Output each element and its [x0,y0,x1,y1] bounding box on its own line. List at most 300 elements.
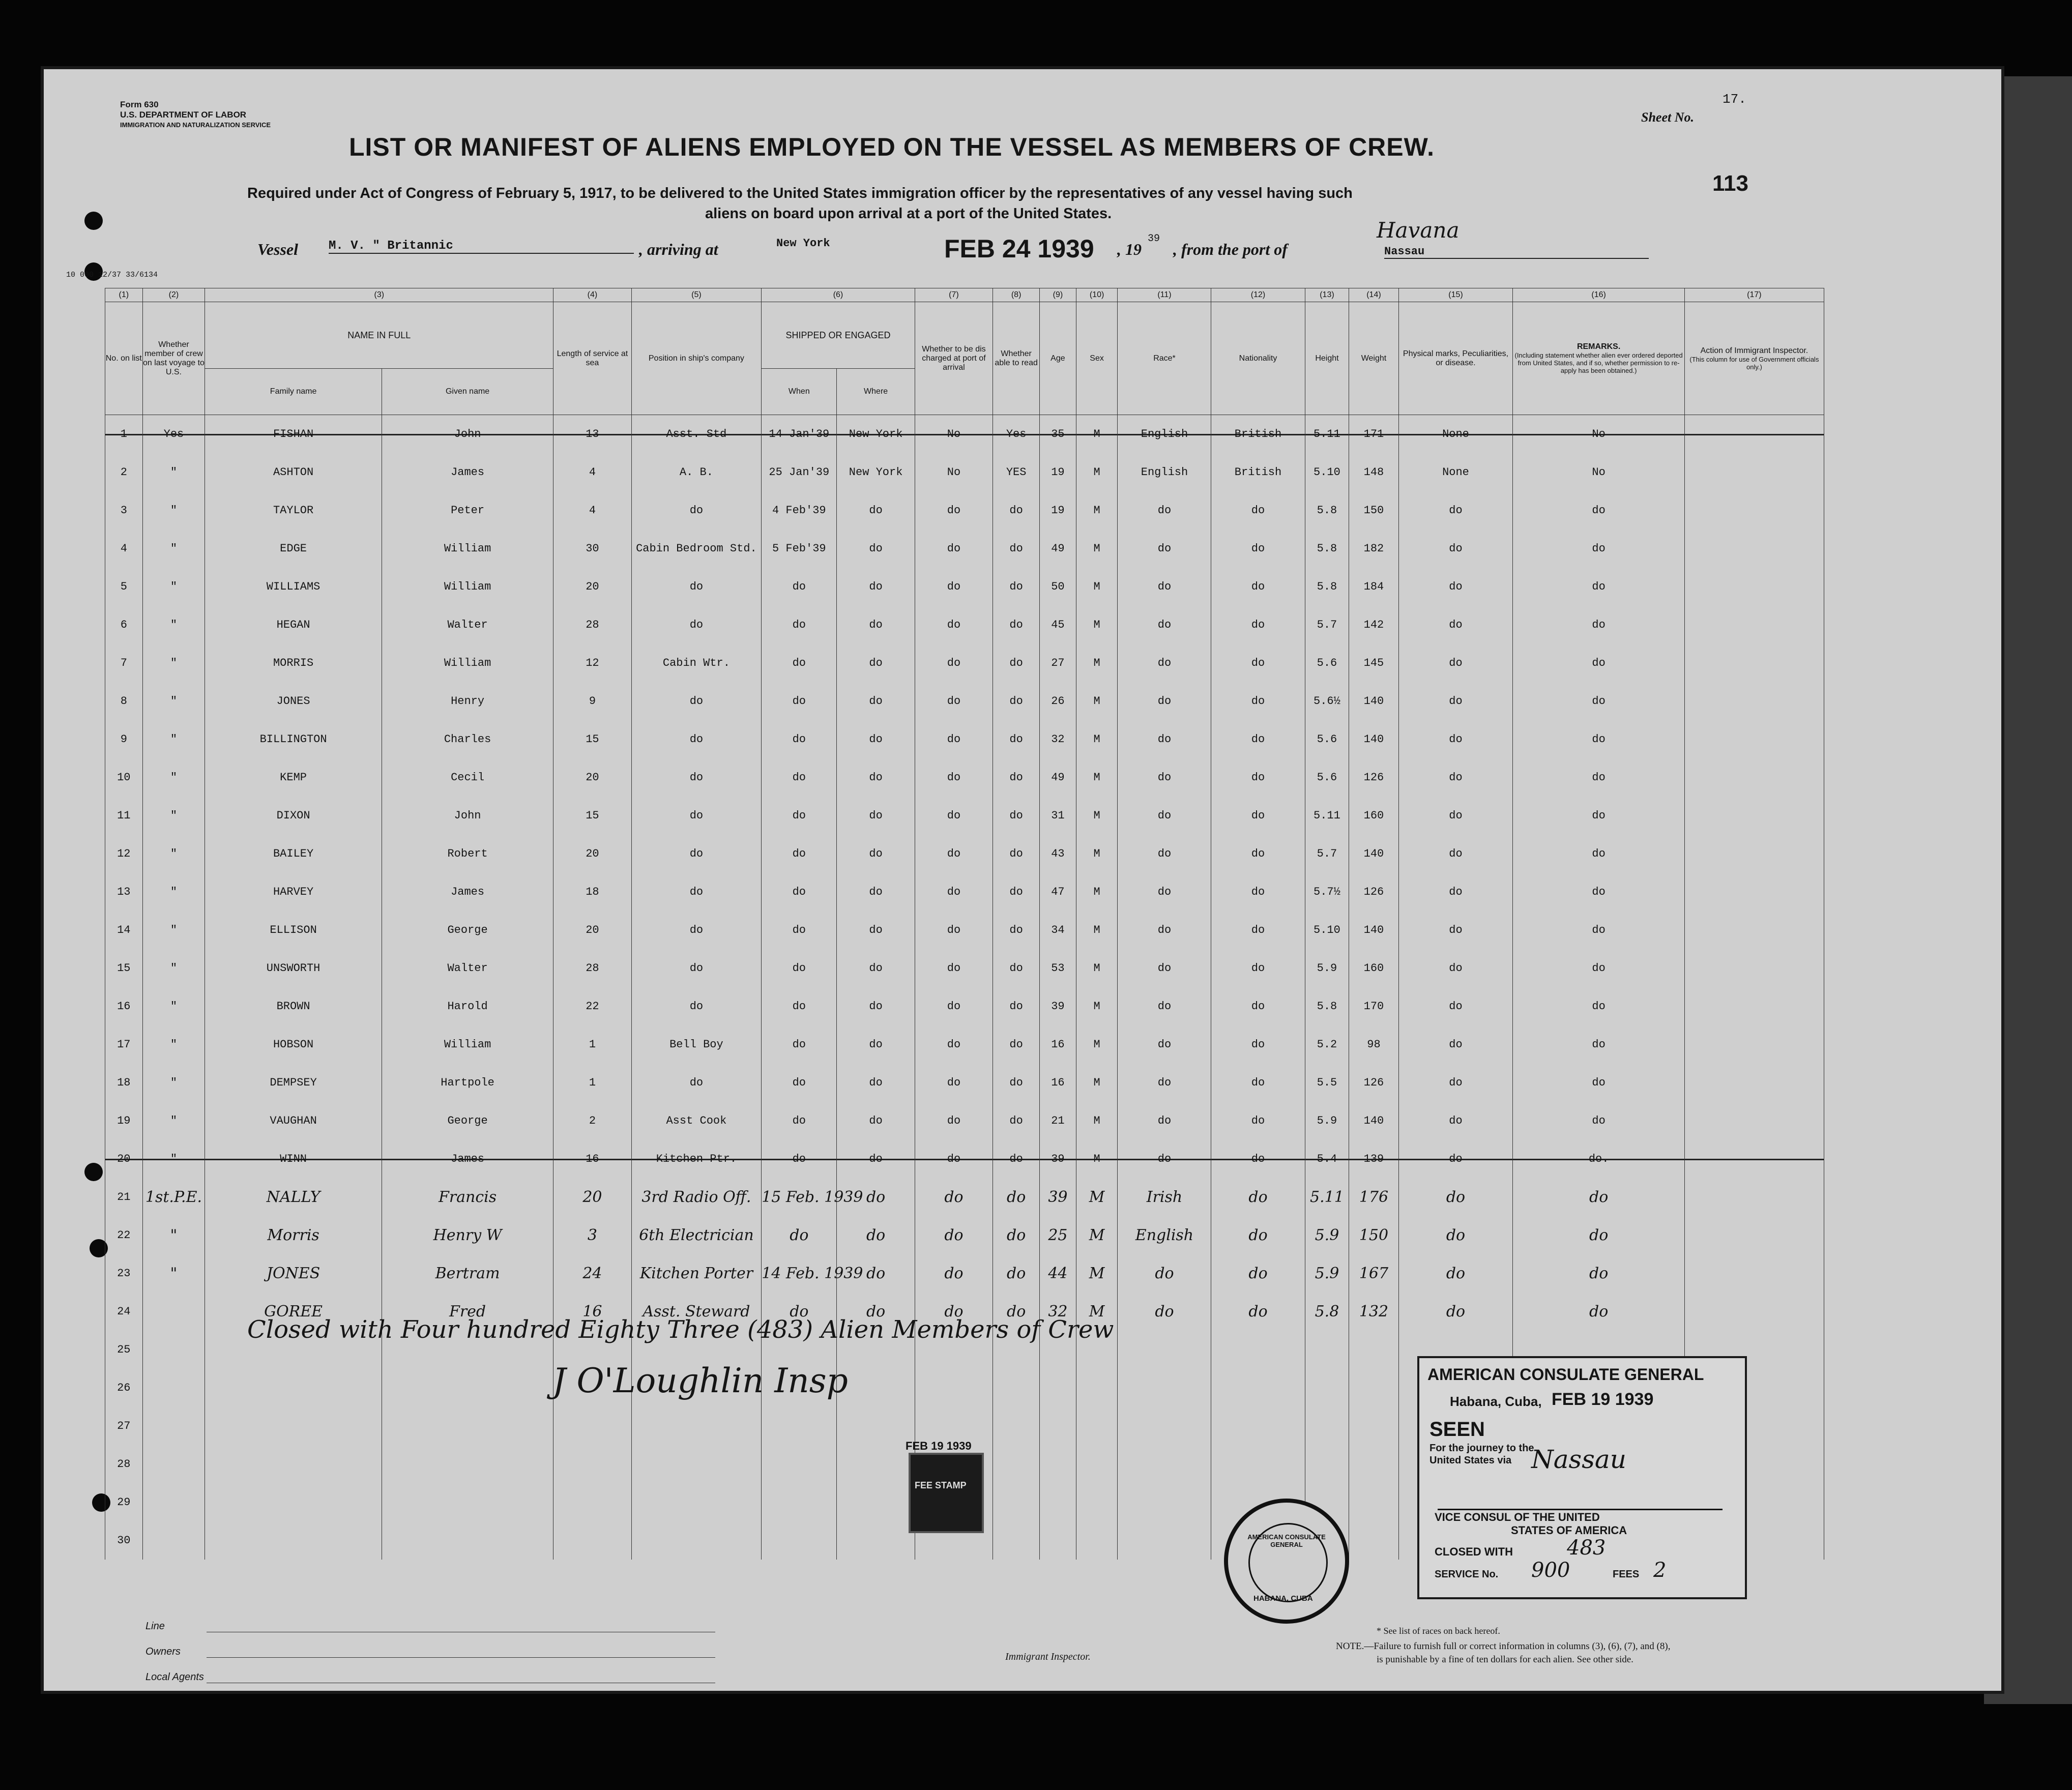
table-row [105,949,1824,987]
cell-nationality: do [1211,797,1305,835]
consulate-place: Habana, Cuba, [1450,1394,1542,1409]
cell-inspector-action [1684,682,1824,720]
cell-no: 23 [105,1254,143,1293]
cell-read: do [993,644,1040,682]
cell-read: do [993,1102,1040,1140]
cell-inspector-action [1684,987,1824,1025]
cell-remarks: do [1513,758,1684,797]
cell-discharge: do [915,606,993,644]
cell-nationality: do [1211,1293,1305,1331]
cell-crew: " [142,682,205,720]
cell-no: 12 [105,835,143,873]
header-sex: Sex [1076,302,1118,415]
cell-crew: " [142,797,205,835]
cell-height [1305,1445,1349,1483]
form-number: Form 630 [120,100,159,109]
column-header-row-top [105,302,1824,369]
cell-race [1118,1331,1211,1369]
cell-remarks: do [1513,682,1684,720]
cell-sex: M [1076,453,1118,491]
cell-sex: M [1076,1140,1118,1178]
cell-service: 20 [553,568,631,606]
cell-age: 19 [1040,491,1076,530]
cell-nationality: do [1211,1254,1305,1293]
cell-nationality: do [1211,530,1305,568]
cell-weight: 167 [1349,1254,1398,1293]
cell-read: do [993,987,1040,1025]
cell-when: 14 Feb. 1939 [762,1254,837,1293]
cell-where: do [837,644,915,682]
cell-remarks: No [1513,415,1684,454]
cell-weight [1349,1445,1398,1483]
header-race: Race* [1118,302,1211,415]
fees-label: FEES [1613,1569,1640,1580]
cell-service: 3 [553,1216,631,1254]
cell-given: William [382,530,553,568]
header-discharged: Whether to be dis charged at port of arrival [915,302,993,415]
cell-where: do [837,1064,915,1102]
cell-read: do [993,530,1040,568]
cell-inspector-action [1684,1064,1824,1102]
cell-discharge: do [915,568,993,606]
cell-crew [142,1331,205,1369]
cell-height: 5.11 [1305,797,1349,835]
cell-age: 31 [1040,797,1076,835]
cell-height: 5.9 [1305,1102,1349,1140]
cell-read: do [993,1140,1040,1178]
cell-where: do [837,1140,915,1178]
cell-position: do [631,758,762,797]
column-number: (15) [1398,288,1513,302]
cell-position: do [631,720,762,758]
race-note: * See list of races on back hereof. [1377,1626,1500,1636]
cell-inspector-action [1684,911,1824,949]
cell-nationality: do [1211,568,1305,606]
cell-remarks: do [1513,1025,1684,1064]
cell-service: 1 [553,1025,631,1064]
table-row [105,530,1824,568]
table-row [105,720,1824,758]
cell-when [762,1407,837,1445]
cell-nationality: British [1211,453,1305,491]
cell-weight: 182 [1349,530,1398,568]
vessel-name: M. V. " Britannic [329,239,634,254]
cell-read: do [993,911,1040,949]
cell-read: do [993,491,1040,530]
column-number: (16) [1513,288,1684,302]
cell-height: 5.8 [1305,530,1349,568]
cell-height: 5.8 [1305,987,1349,1025]
cell-race [1118,1483,1211,1521]
cell-given: John [382,415,553,454]
cell-no: 6 [105,606,143,644]
cell-marks: do [1398,911,1513,949]
cell-height: 5.5 [1305,1064,1349,1102]
cell-age: 39 [1040,1140,1076,1178]
seal-text-bottom: HABANA, CUBA [1253,1594,1313,1603]
cell-race [1118,1369,1211,1407]
cell-height: 5.4 [1305,1140,1349,1178]
cell-sex: M [1076,720,1118,758]
cell-family: GOREE [205,1293,382,1331]
year-label: , 19 [1117,240,1142,258]
cell-read: do [993,1216,1040,1254]
cell-age: 50 [1040,568,1076,606]
cell-position: do [631,873,762,911]
cell-age: 34 [1040,911,1076,949]
cell-height: 5.11 [1305,415,1349,454]
remarks-heading: REMARKS. [1577,342,1621,351]
table-row [105,1216,1824,1254]
cell-no: 13 [105,873,143,911]
cell-sex [1076,1521,1118,1560]
cell-age: 26 [1040,682,1076,720]
penalty-note-2: is punishable by a fine of ten dollars for each alien. See other side. [1377,1654,1633,1665]
cell-read: do [993,568,1040,606]
vice-consul-signature-line [1438,1473,1723,1510]
cell-given: James [382,453,553,491]
cell-family: DIXON [205,797,382,835]
cell-service: 1 [553,1064,631,1102]
cell-where: do [837,1102,915,1140]
cell-inspector-action [1684,949,1824,987]
fee-stamp [906,1440,984,1533]
cell-discharge: do [915,720,993,758]
cell-race: English [1118,1216,1211,1254]
table-row [105,758,1824,797]
cell-family: MORRIS [205,644,382,682]
cell-when: 25 Jan'39 [762,453,837,491]
cell-given [382,1369,553,1407]
cell-position: 6th Electrician [631,1216,762,1254]
cell-marks: do [1398,682,1513,720]
table-row [105,1140,1824,1178]
column-number: (1) [105,288,143,302]
header-physical-marks: Physical marks, Peculiarities, or disease. [1398,302,1513,415]
cell-nationality: do [1211,491,1305,530]
cell-family: VAUGHAN [205,1102,382,1140]
cell-weight: 148 [1349,453,1398,491]
table-row [105,987,1824,1025]
cell-nationality [1211,1331,1305,1369]
cell-marks: do [1398,1293,1513,1331]
cell-position: Cabin Bedroom Std. [631,530,762,568]
cell-where: do [837,1025,915,1064]
cell-where: do [837,1178,915,1216]
cell-nationality: do [1211,758,1305,797]
column-number: (9) [1040,288,1076,302]
cell-marks: do [1398,1025,1513,1064]
cell-service: 22 [553,987,631,1025]
cell-when: do [762,835,837,873]
cell-crew: " [142,1102,205,1140]
year-value: 39 [1148,233,1160,245]
cell-family [205,1445,382,1483]
cell-remarks: do [1513,1178,1684,1216]
cell-given [382,1445,553,1483]
cell-sex: M [1076,682,1118,720]
inspector-label: Immigrant Inspector. [1005,1651,1091,1662]
arriving-label: , arriving at [639,240,718,258]
cell-remarks: do [1513,1102,1684,1140]
cell-discharge: do [915,682,993,720]
cell-marks: do [1398,835,1513,873]
header-where: Where [837,369,915,415]
cell-service: 2 [553,1102,631,1140]
cell-inspector-action [1684,453,1824,491]
cell-given: William [382,568,553,606]
cell-crew: " [142,1254,205,1293]
cell-family [205,1369,382,1407]
cell-given: George [382,1102,553,1140]
cell-weight: 142 [1349,606,1398,644]
table-row [105,835,1824,873]
cell-given [382,1483,553,1521]
departure-port-handwritten: Havana [1377,218,1460,243]
cell-family: EDGE [205,530,382,568]
header-when: When [762,369,837,415]
cell-discharge: do [915,644,993,682]
cell-given [382,1407,553,1445]
cell-remarks: do [1513,568,1684,606]
cell-height: 5.8 [1305,1293,1349,1331]
cell-when: do [762,720,837,758]
cell-nationality: do [1211,911,1305,949]
cell-where: do [837,797,915,835]
cell-where: do [837,720,915,758]
cell-sex: M [1076,1102,1118,1140]
cell-discharge: do [915,987,993,1025]
cell-race [1118,1445,1211,1483]
cell-nationality: do [1211,1140,1305,1178]
via-place: Nassau [1531,1445,1626,1474]
cell-crew: " [142,758,205,797]
cell-where: do [837,491,915,530]
cell-crew: " [142,720,205,758]
table-row [105,453,1824,491]
cell-family: Morris [205,1216,382,1254]
owners-rule [207,1657,715,1658]
cell-remarks: do [1513,1064,1684,1102]
cell-read: do [993,873,1040,911]
cell-position: do [631,606,762,644]
vice-consul-title: VICE CONSUL OF THE UNITED [1435,1511,1600,1523]
cell-no: 8 [105,682,143,720]
cell-discharge: do [915,491,993,530]
cell-service: 15 [553,720,631,758]
cell-no: 2 [105,453,143,491]
cell-race: do [1118,720,1211,758]
cell-service: 16 [553,1293,631,1331]
vessel-line [257,218,1834,263]
cell-age: 43 [1040,835,1076,873]
column-number: (10) [1076,288,1118,302]
cell-where: do [837,606,915,644]
cell-position: do [631,491,762,530]
cell-marks: do [1398,1216,1513,1254]
cell-service: 28 [553,606,631,644]
cell-service: 15 [553,797,631,835]
column-number: (14) [1349,288,1398,302]
cell-height: 5.6½ [1305,682,1349,720]
seen-label: SEEN [1429,1418,1485,1441]
cell-age: 39 [1040,987,1076,1025]
cell-age: 35 [1040,415,1076,454]
cell-sex [1076,1407,1118,1445]
column-number: (4) [553,288,631,302]
table-row [105,682,1824,720]
via-label: United States via [1429,1455,1512,1466]
cell-discharge: do [915,1025,993,1064]
cell-crew: " [142,987,205,1025]
cell-read [993,1369,1040,1407]
cell-read [993,1483,1040,1521]
column-number: (2) [142,288,205,302]
cell-when: do [762,1293,837,1331]
cell-crew: " [142,568,205,606]
arrival-port: New York [776,237,830,250]
cell-weight [1349,1407,1398,1445]
cell-no: 5 [105,568,143,606]
cell-sex: M [1076,1254,1118,1293]
cell-family: NALLY [205,1178,382,1216]
cell-given: William [382,644,553,682]
vessel-label: Vessel [257,240,298,258]
cell-discharge: do [915,911,993,949]
cell-inspector-action [1684,797,1824,835]
print-code: 10 000 12/37 33/6134 [66,271,158,279]
cell-service: 20 [553,835,631,873]
cell-nationality [1211,1369,1305,1407]
cell-when: do [762,1064,837,1102]
cell-given: Robert [382,835,553,873]
cell-remarks: do [1513,1293,1684,1331]
cell-position: do [631,682,762,720]
cell-sex: M [1076,758,1118,797]
cell-read: do [993,1178,1040,1216]
cell-position: Asst Cook [631,1102,762,1140]
cell-read: do [993,1293,1040,1331]
cell-no: 15 [105,949,143,987]
cell-given: Charles [382,720,553,758]
page-title: LIST OR MANIFEST OF ALIENS EMPLOYED ON THE VESSEL AS MEMBERS OF CREW. [349,133,1435,161]
cell-service: 20 [553,758,631,797]
cell-when: do [762,1140,837,1178]
cell-sex: M [1076,797,1118,835]
table-row [105,1178,1824,1216]
cell-read: do [993,1254,1040,1293]
cell-weight: 98 [1349,1025,1398,1064]
cell-service [553,1483,631,1521]
cell-marks: do [1398,949,1513,987]
cell-service: 24 [553,1254,631,1293]
table-row [105,644,1824,682]
consulate-seal [1224,1499,1349,1624]
header-weight: Weight [1349,302,1398,415]
subtitle-line-2: aliens on board upon arrival at a port of the United States. [705,206,1112,222]
cell-weight: 171 [1349,415,1398,454]
cell-inspector-action [1684,1025,1824,1064]
cell-family [205,1407,382,1445]
cell-age [1040,1445,1076,1483]
cell-weight: 160 [1349,949,1398,987]
cell-position: Cabin Wtr. [631,644,762,682]
cell-race: do [1118,835,1211,873]
cell-read [993,1521,1040,1560]
cell-nationality: do [1211,606,1305,644]
cell-race: do [1118,1025,1211,1064]
cell-when: do [762,873,837,911]
cell-age: 49 [1040,530,1076,568]
cell-sex: M [1076,911,1118,949]
cell-given: Peter [382,491,553,530]
cell-read: do [993,1025,1040,1064]
cell-sex: M [1076,1178,1118,1216]
header-shipped-or-engaged: SHIPPED OR ENGAGED [762,302,915,369]
cell-family: WINN [205,1140,382,1178]
column-number: (6) [762,288,915,302]
cell-family: FISHAN [205,415,382,454]
cell-height: 5.9 [1305,1254,1349,1293]
cell-nationality [1211,1445,1305,1483]
cell-read: Yes [993,415,1040,454]
cell-read: do [993,682,1040,720]
cell-discharge: No [915,415,993,454]
cell-given: Henry [382,682,553,720]
cell-sex: M [1076,644,1118,682]
cell-age: 45 [1040,606,1076,644]
cell-race: Irish [1118,1178,1211,1216]
cell-age: 39 [1040,1178,1076,1216]
header-given-name: Given name [382,369,553,415]
cell-nationality: do [1211,873,1305,911]
cell-crew [142,1293,205,1331]
cell-where [837,1407,915,1445]
cell-height: 5.10 [1305,453,1349,491]
cell-sex: M [1076,568,1118,606]
cell-remarks: do [1513,530,1684,568]
cell-nationality: do [1211,835,1305,873]
cell-height: 5.7½ [1305,873,1349,911]
cell-family: BROWN [205,987,382,1025]
journey-label: For the journey to the [1429,1443,1534,1454]
cell-where: do [837,949,915,987]
cell-when: do [762,644,837,682]
cell-marks: do [1398,1140,1513,1178]
cell-family: JONES [205,1254,382,1293]
cell-race: do [1118,1064,1211,1102]
cell-age: 19 [1040,453,1076,491]
cell-no: 29 [105,1483,143,1521]
cell-race [1118,1407,1211,1445]
cell-when: do [762,797,837,835]
cell-read [993,1407,1040,1445]
cell-race: do [1118,987,1211,1025]
cell-family: UNSWORTH [205,949,382,987]
from-port-label: , from the port of [1173,240,1288,258]
cell-age: 32 [1040,1293,1076,1331]
penalty-note-1: NOTE.—Failure to furnish full or correct information in columns (3), (6), (7), and (8), [1336,1641,1671,1652]
cell-inspector-action [1684,1140,1824,1178]
cell-no: 27 [105,1407,143,1445]
cell-no: 3 [105,491,143,530]
cell-sex: M [1076,873,1118,911]
cell-given: James [382,1140,553,1178]
cell-weight: 140 [1349,1102,1398,1140]
cell-remarks: do [1513,797,1684,835]
cell-given: William [382,1025,553,1064]
column-number: (3) [205,288,553,302]
